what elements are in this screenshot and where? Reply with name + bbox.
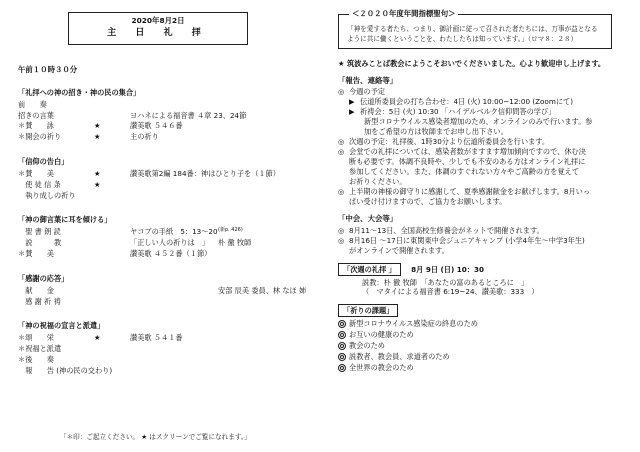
prayer-text: 全世界の教会のため bbox=[349, 362, 414, 372]
prayer-item bbox=[338, 341, 628, 350]
report-item bbox=[338, 137, 628, 146]
section-title: 「神の御言葉に耳を傾ける」 bbox=[18, 215, 112, 225]
report-text: 参加してください。また、体調のすぐれない方々やご高齢の方を覚えて bbox=[349, 167, 580, 177]
screen-mark: ★ bbox=[94, 132, 101, 142]
announcements-column bbox=[330, 0, 640, 452]
prayer-text: 説教者、教会員、求道者のため bbox=[349, 351, 450, 361]
element-detail: 主の祈り bbox=[130, 132, 159, 142]
worship-section bbox=[18, 321, 306, 376]
service-header-box bbox=[68, 12, 248, 45]
verse-title: ＜２０２０年度年間指標聖句＞ bbox=[349, 9, 458, 18]
prayer-section bbox=[338, 304, 628, 372]
presbytery-section bbox=[338, 214, 628, 254]
presbytery-list bbox=[338, 226, 628, 255]
screen-mark: ★ bbox=[94, 121, 101, 131]
prayer-text: お互いの健康のため bbox=[349, 329, 414, 339]
order-row bbox=[18, 249, 306, 260]
order-row bbox=[18, 100, 306, 111]
worship-sections bbox=[18, 88, 306, 377]
report-item bbox=[338, 197, 628, 206]
element-name: 使 徒 信 条 bbox=[18, 179, 61, 189]
worship-section bbox=[18, 157, 306, 201]
report-text: お祈りください。 bbox=[349, 177, 407, 187]
section-title: 「礼拝への神の招き・神の民の集合」 bbox=[18, 87, 141, 97]
element-name: 執り成しの祈り bbox=[18, 190, 76, 200]
report-text: 次週の予定：礼拝後、1時30分より伝道所委員会を行います。 bbox=[349, 137, 550, 147]
report-text: 伝道所委員会の打ち合わせ：4日 (火) 10:00~12:00 (Zoomにて) bbox=[360, 97, 574, 107]
element-name: 聖 書 朗 読 bbox=[18, 227, 61, 237]
order-row bbox=[18, 169, 306, 180]
double-circle-bullet-icon: ◎ bbox=[338, 137, 345, 147]
element-name: 報 告 (神の民の交わり) bbox=[18, 365, 113, 375]
ring-bullet-icon bbox=[338, 320, 346, 328]
element-name: ＊開会の祈り bbox=[18, 132, 62, 142]
footnote: 「＊印：ご起立ください。 ★ はスクリーンでご覧になれます。」 bbox=[60, 433, 251, 441]
element-detail: ヤコブの手紙 5：13～20 bbox=[130, 227, 218, 237]
ring-bullet-icon bbox=[338, 364, 346, 372]
service-date: 2020年8月2日 bbox=[131, 16, 185, 25]
element-name: ＊賛 詠 bbox=[18, 121, 54, 131]
report-item bbox=[338, 167, 628, 176]
screen-mark: ★ bbox=[94, 168, 101, 178]
reports-section bbox=[338, 76, 628, 206]
double-circle-bullet-icon: ◎ bbox=[338, 187, 345, 197]
report-item bbox=[338, 127, 628, 136]
element-detail: 「正しい人の祈りは 」 bbox=[130, 238, 210, 248]
prayer-title: 「祈りの課題」 bbox=[338, 304, 398, 317]
prayer-list bbox=[338, 319, 628, 372]
annual-verse-box bbox=[338, 9, 612, 49]
ring-bullet-icon bbox=[338, 353, 346, 361]
prayer-item bbox=[338, 352, 628, 361]
verse-line: ように共に働くということを、わたしたちは知っています。」（ロマ８：２８） bbox=[347, 34, 578, 43]
prayer-item bbox=[338, 363, 628, 372]
double-circle-bullet-icon: ◎ bbox=[338, 147, 345, 157]
report-item bbox=[338, 117, 628, 126]
element-note: (新p. 426) bbox=[218, 227, 243, 234]
next-service-date: 8月 9日 (日) 10：30 bbox=[411, 264, 484, 274]
double-circle-bullet-icon: ◎ bbox=[338, 87, 345, 97]
ring-bullet-icon bbox=[338, 331, 346, 339]
report-item bbox=[338, 87, 628, 96]
element-detail: 讃美歌 ４５２番（１節） bbox=[130, 248, 212, 258]
reports-list bbox=[338, 87, 628, 206]
report-text: 新型コロナウイルス感染者増加のため、オンラインのみで行います。参 bbox=[364, 117, 593, 127]
next-service-title: 「次週の礼拝 」 bbox=[338, 263, 401, 276]
double-circle-bullet-icon: ◎ bbox=[338, 225, 345, 235]
report-text: ぱい受け付けますので、ご協力をお願いします。 bbox=[349, 197, 507, 207]
order-row bbox=[18, 121, 306, 132]
element-name: ＊賛 美 bbox=[18, 168, 54, 178]
next-sermon: 説教：朴 徹 牧師 「あなたの富のあるところに 」 bbox=[362, 277, 529, 287]
report-item bbox=[338, 147, 628, 156]
verse-text bbox=[347, 25, 605, 44]
report-item bbox=[338, 97, 628, 106]
prayer-item bbox=[338, 319, 628, 328]
triangle-bullet-icon: ▶ bbox=[349, 97, 355, 107]
order-row bbox=[18, 286, 306, 297]
element-detail: 讃美歌第2編 184番：神はひとり子を（１節） bbox=[130, 168, 280, 178]
report-text: 上半期の神様の御守りに感謝して、夏季感謝献金をお献げします。8月いっ bbox=[349, 187, 591, 197]
presbytery-text: 8月16日 ～17日に東関東中会ジュニアキャンプ (小学4年生～中学3年生) bbox=[349, 235, 585, 245]
element-name: 前 奏 bbox=[18, 99, 47, 109]
element-name: 献 金 bbox=[18, 285, 54, 295]
service-title: 主 日 礼 拝 bbox=[107, 28, 209, 39]
presbytery-text: がオンラインで開催されます。 bbox=[349, 245, 449, 255]
element-name: 招きの言葉 bbox=[18, 110, 54, 120]
section-title: 「信仰の告白」 bbox=[18, 156, 69, 166]
element-note: 朴 徹 牧師 bbox=[218, 238, 252, 248]
report-text: 祈祷会：5日 (火) 10:30 「ハイデルベルク信仰問答の学び」 bbox=[360, 107, 556, 117]
worship-section bbox=[18, 88, 306, 143]
double-circle-bullet-icon: ◎ bbox=[338, 235, 345, 245]
element-detail: 讃美歌 ５４１番 bbox=[130, 333, 183, 343]
report-text: 今週の予定 bbox=[349, 87, 385, 97]
report-item bbox=[338, 187, 628, 196]
ring-bullet-icon bbox=[338, 342, 346, 350]
element-name: ＊祝福と派遣 bbox=[18, 344, 62, 354]
report-item bbox=[338, 107, 628, 116]
reports-title: 「報告、連絡等」 bbox=[338, 76, 398, 86]
order-row bbox=[18, 191, 306, 202]
order-row bbox=[18, 111, 306, 122]
verse-line: 「神を愛する者たち、つまり、御計画に従って召された者たちには、万事が益となる bbox=[347, 25, 598, 33]
prayer-item bbox=[338, 330, 628, 339]
section-title: 「感謝の応答」 bbox=[18, 273, 69, 283]
worship-section bbox=[18, 274, 306, 308]
presbytery-item bbox=[338, 246, 628, 255]
order-row bbox=[18, 132, 306, 143]
element-note: 安部 辰美 委員、林 なほ 姉 bbox=[218, 285, 307, 295]
element-name: 感 謝 祈 祷 bbox=[18, 296, 61, 306]
report-text: 断も必要です。体調不良時や、少しでも不安のある方はオンライン礼拝に bbox=[349, 157, 586, 167]
screen-mark: ★ bbox=[94, 179, 101, 189]
order-row bbox=[18, 238, 306, 249]
presbytery-text: 8月11～13日、全国高校生修養会がネットで開催されます。 bbox=[349, 225, 544, 235]
order-row bbox=[18, 344, 306, 355]
order-row bbox=[18, 297, 306, 308]
prayer-text: 新型コロナウイルス感染症の終息のため bbox=[349, 318, 478, 328]
order-row bbox=[18, 355, 306, 366]
presbytery-title: 「中会、大会等」 bbox=[338, 214, 398, 224]
presbytery-item bbox=[338, 236, 628, 245]
triangle-bullet-icon: ▶ bbox=[349, 107, 355, 117]
presbytery-item bbox=[338, 226, 628, 235]
element-detail: ヨハネによる福音書 ４章 23、24節 bbox=[130, 110, 247, 120]
screen-mark: ★ bbox=[94, 333, 101, 343]
report-text: 会堂での礼拝については、感染者数がますます増加傾向ですので、休む決 bbox=[349, 147, 586, 157]
service-time: 午前１０時３０分 bbox=[18, 64, 78, 74]
order-row bbox=[18, 366, 306, 377]
element-name: 説 教 bbox=[18, 238, 62, 248]
report-item bbox=[338, 157, 628, 166]
element-name: ＊賛 美 bbox=[18, 248, 54, 258]
report-text: 加をご希望の方は牧師までお申し出下さい。 bbox=[364, 127, 508, 137]
order-row bbox=[18, 227, 306, 238]
prayer-text: 教会のため bbox=[349, 340, 385, 350]
order-row bbox=[18, 180, 306, 191]
welcome-message: ★ 筑波みことば教会にようこそおいでくださいました。心より歓迎申し上げます。 bbox=[338, 59, 606, 69]
order-row bbox=[18, 333, 306, 344]
next-reading: （ マタイによる福音書 6:19~24、讃美歌：333 ） bbox=[362, 286, 539, 296]
section-title: 「神の祝福の宣言と派遣」 bbox=[18, 321, 105, 331]
element-name: ＊後 奏 bbox=[18, 354, 54, 364]
worship-section bbox=[18, 215, 306, 259]
next-service-section bbox=[338, 263, 628, 296]
report-item bbox=[338, 177, 628, 186]
element-name: ＊頌 栄 bbox=[18, 333, 54, 343]
element-detail: 讃美歌 ５４６番 bbox=[130, 121, 183, 131]
